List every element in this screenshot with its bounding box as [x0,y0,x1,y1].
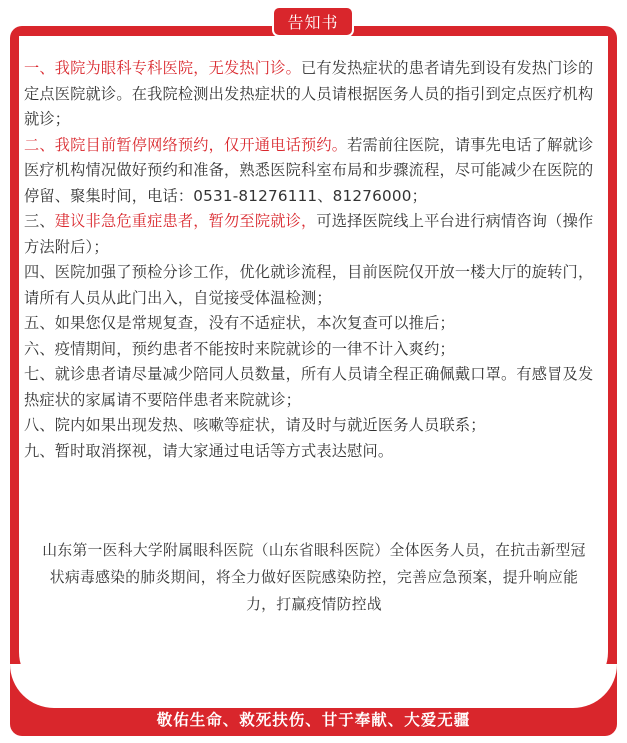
badge-label: 告知书 [287,13,339,32]
notice-item-1-text: 已有发热症状的患者请先到设有发热门诊的定点医院就诊。在我院检测出发热症状的人员请根据医务人员的指引到定点医疗机构就诊； [24,59,594,128]
footer-motto: 敬佑生命、救死扶伤、甘于奉献、大爱无疆 [156,710,471,729]
notice-item-6: 六、疫情期间，预约患者不能按时来院就诊的一律不计入爽约； [24,339,455,358]
notice-item-1-highlight: 一、我院为眼科专科医院，无发热门诊。 [24,59,301,77]
notice-item-4: 四、医院加强了预检分诊工作，优化就诊流程，目前医院仅开放一楼大厅的旋转门，请所有人员从此门出入，自觉接受体温检测； [24,263,594,307]
notice-item-5: 五、如果您仅是常规复查，没有不适症状，本次复查可以推后； [24,314,455,332]
notice-item-2 [24,133,604,210]
notice-item-8: 八、院内如果出现发热、咳嗽等症状，请及时与就近医务人员联系； [24,416,486,434]
notice-item-3-prefix: 三、 [24,212,55,230]
notice-item-1 [24,56,604,133]
notice-badge [272,6,354,37]
notice-item-3 [24,209,604,260]
notice-item-3-text: 可选择医院线上平台进行病情咨询（操作方法附后）； [24,212,594,256]
notice-list [24,56,604,464]
notice-item-7: 七、就诊患者请尽量减少陪同人员数量，所有人员请全程正确佩戴口罩。有感冒及发热症状的家属请不要陪伴患者来院就诊； [24,365,594,409]
notice-item-2-text: 若需前往医院，请事先电话了解就诊医疗机构情况做好预约和准备，熟悉医院科室布局和步骤流程，尽可能减少在医院的停留、聚集时间，电话：0531-81276111、81276000； [24,135,594,205]
notice-item-2-highlight: 二、我院目前暂停网络预约，仅开通电话预约。 [24,135,348,154]
closing-statement: 山东第一医科大学附属眼科医院（山东省眼科医院）全体医务人员，在抗击新型冠状病毒感染的肺炎期间，将全力做好医院感染防控，完善应急预案，提升响应能力，打赢疫情防控战 [42,542,586,613]
notice-item-9: 九、暂时取消探视，请大家通过电话等方式表达慰问。 [24,441,394,460]
notice-item-3-highlight: 建议非急危重症患者，暂勿至院就诊， [54,212,317,230]
